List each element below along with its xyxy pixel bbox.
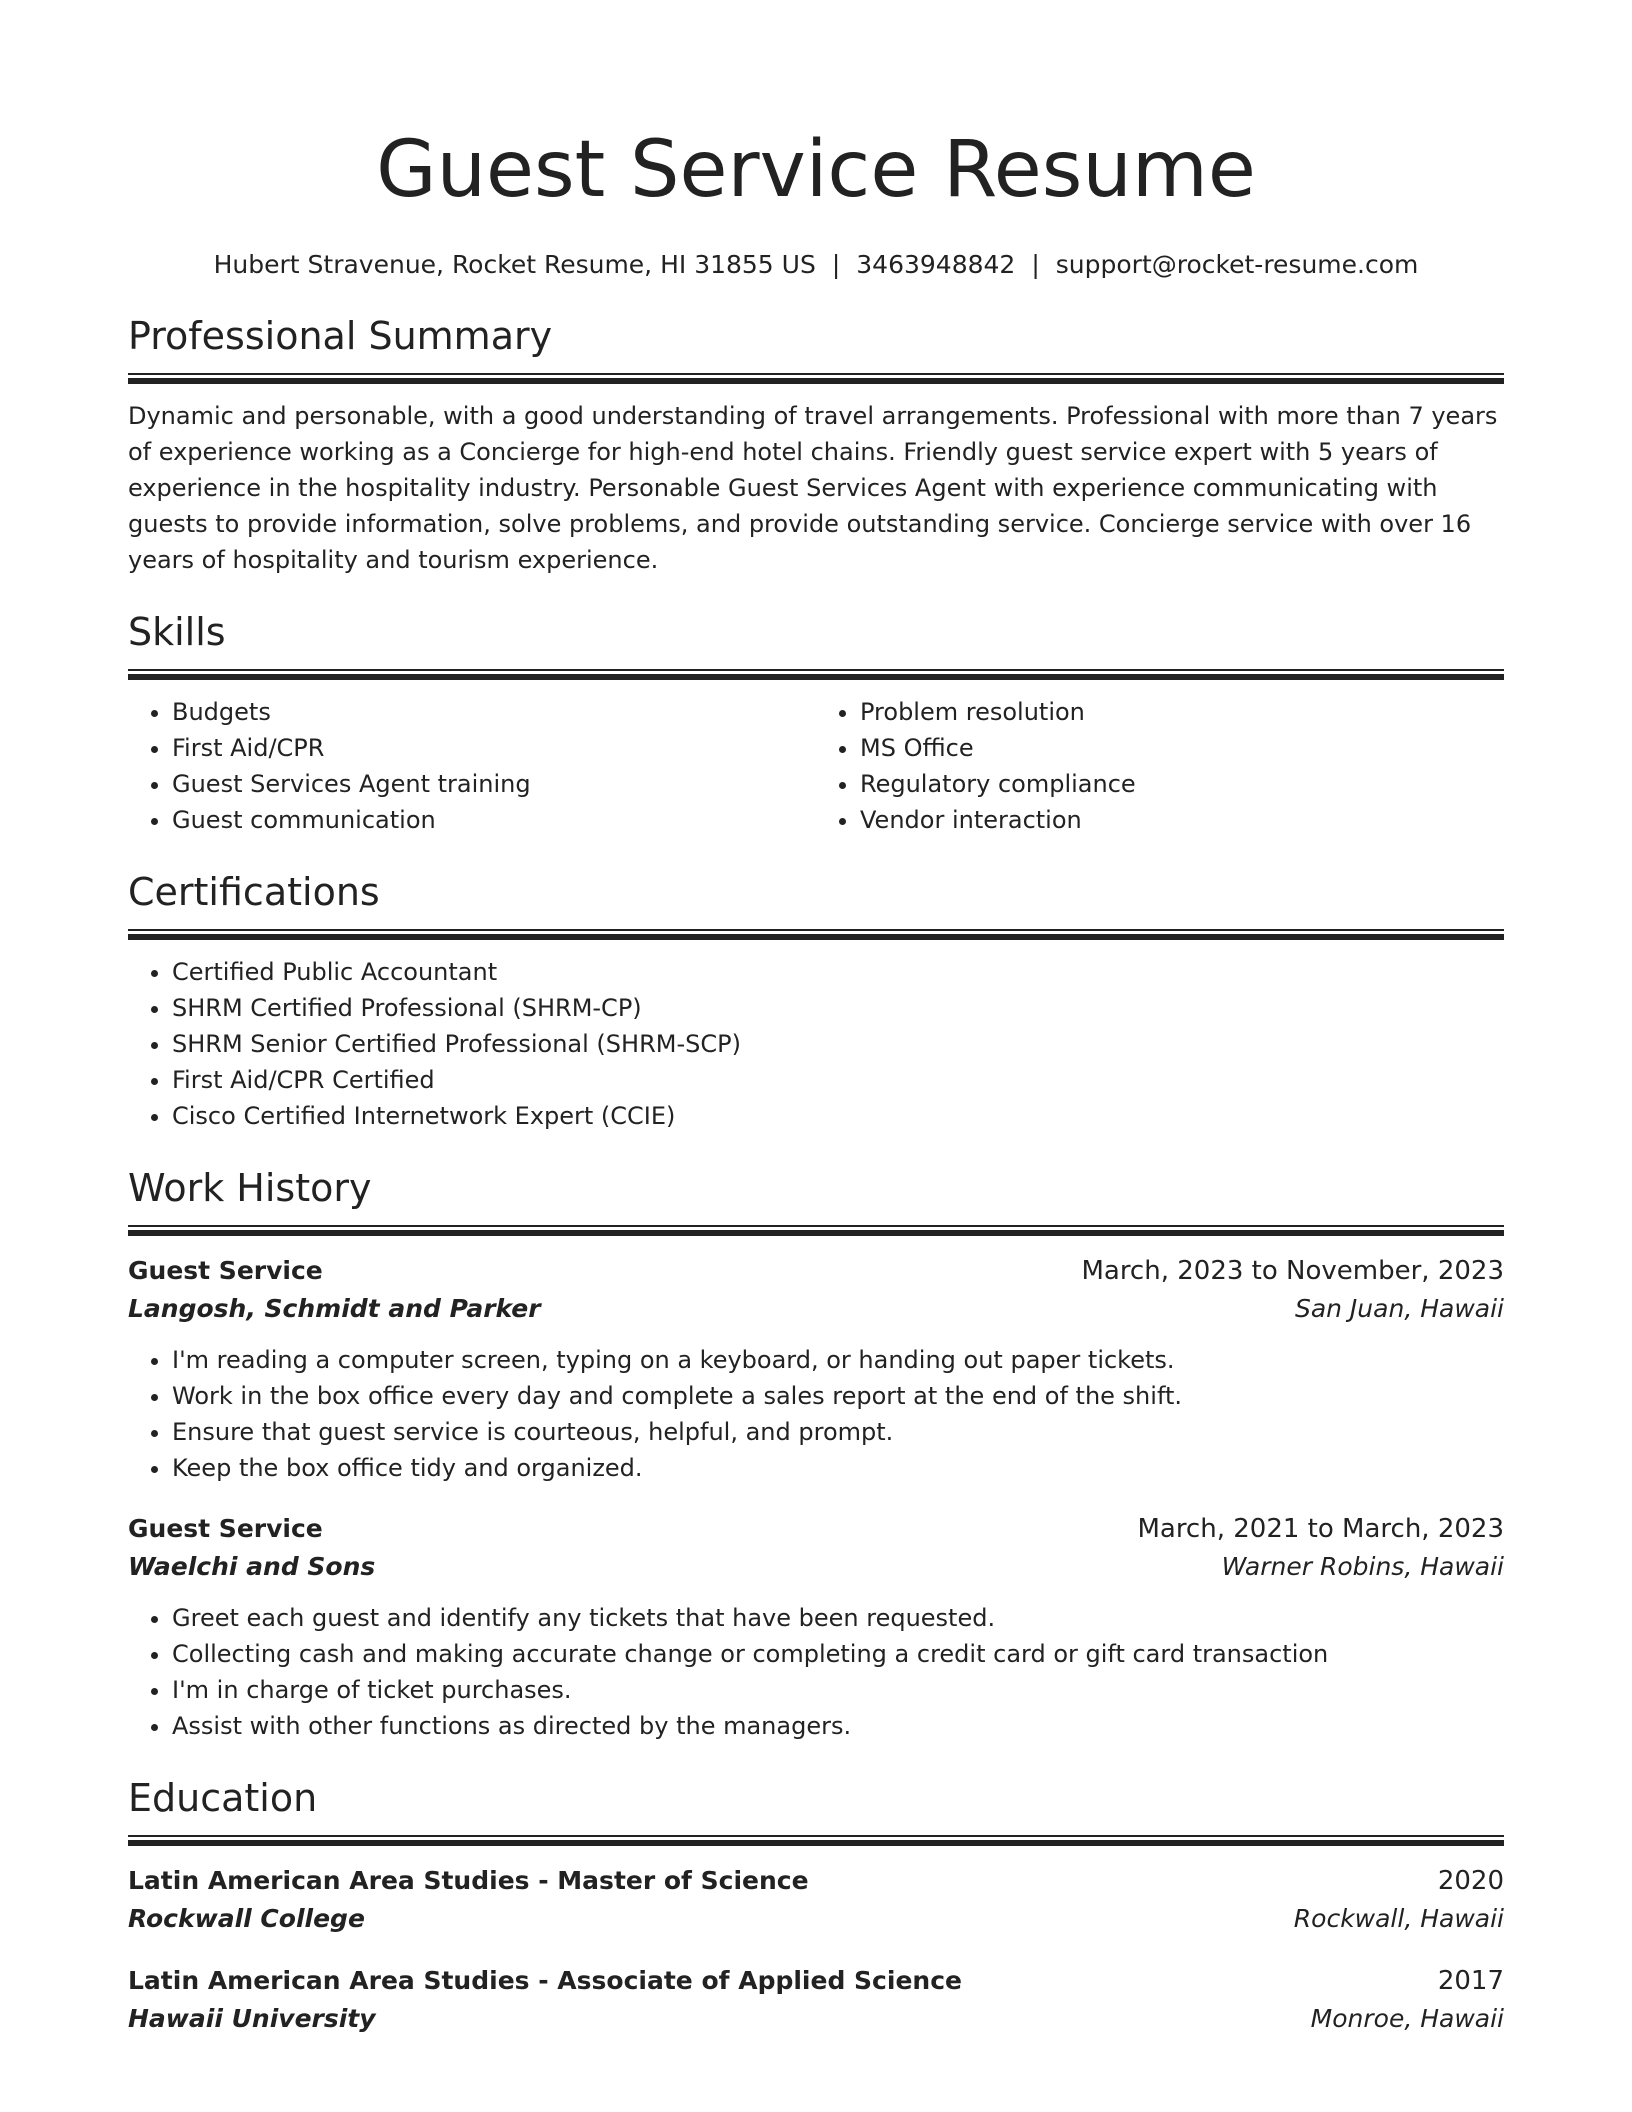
education-year: 2020 [1437, 1866, 1504, 1896]
education-entry [128, 1962, 1504, 2038]
education-school: Rockwall College [128, 1904, 365, 1933]
section-heading-summary: Professional Summary [128, 314, 553, 358]
education-location: Monroe, Hawaii [1310, 2004, 1504, 2033]
section-divider [128, 1225, 1504, 1236]
work-history-section [128, 1164, 1504, 1744]
job-duty-item: • Assist with other functions as directed by the managers. [172, 1708, 1504, 1744]
contact-separator: | [1031, 250, 1040, 279]
section-heading-skills: Skills [128, 610, 226, 654]
skills-list-right [816, 694, 1504, 838]
section-divider [128, 1835, 1504, 1846]
job-duty-item: • I'm reading a computer screen, typing on a keyboard, or handing out paper tickets. [172, 1342, 1504, 1378]
section-heading-certifications: Certifications [128, 870, 380, 914]
job-dates: March, 2021 to March, 2023 [1137, 1514, 1504, 1544]
certification-item: • SHRM Certified Professional (SHRM-CP) [172, 990, 1504, 1026]
job-company: Waelchi and Sons [128, 1552, 376, 1581]
job-entry [128, 1510, 1504, 1744]
skill-item: • Guest communication [172, 802, 816, 838]
certifications-section [128, 868, 1504, 1134]
job-duty-item: • Greet each guest and identify any tickets that have been requested. [172, 1600, 1504, 1636]
job-duty-item: • Keep the box office tidy and organized. [172, 1450, 1504, 1486]
skills-list-left [128, 694, 816, 838]
job-duty-item: • I'm in charge of ticket purchases. [172, 1672, 1504, 1708]
summary-section [128, 312, 1504, 578]
education-entry [128, 1862, 1504, 1938]
section-heading-education: Education [128, 1776, 318, 1820]
contact-email: support@rocket-resume.com [1055, 250, 1419, 279]
certification-item: • Cisco Certified Internetwork Expert (CCIE) [172, 1098, 1504, 1134]
skill-item: • Budgets [172, 694, 816, 730]
job-title: Guest Service [128, 1256, 323, 1285]
job-duty-item: • Work in the box office every day and complete a sales report at the end of the shift. [172, 1378, 1504, 1414]
job-title: Guest Service [128, 1514, 323, 1543]
job-duty-item: • Ensure that guest service is courteous, helpful, and prompt. [172, 1414, 1504, 1450]
education-year: 2017 [1437, 1966, 1504, 1996]
certification-item: • First Aid/CPR Certified [172, 1062, 1504, 1098]
contact-address: Hubert Stravenue, Rocket Resume, HI 31855 US [213, 250, 816, 279]
skill-item: • Guest Services Agent training [172, 766, 816, 802]
job-dates: March, 2023 to November, 2023 [1081, 1256, 1504, 1286]
contact-separator: | [831, 250, 841, 279]
job-entry [128, 1252, 1504, 1486]
section-divider [128, 929, 1504, 940]
certification-item: • Certified Public Accountant [172, 954, 1504, 990]
certifications-list [128, 954, 1504, 1134]
job-duties [128, 1342, 1504, 1486]
skills-columns [128, 680, 1504, 838]
skill-item: • Problem resolution [860, 694, 1504, 730]
resume-title: Guest Service Resume [376, 125, 1256, 215]
education-location: Rockwall, Hawaii [1293, 1904, 1504, 1933]
section-divider [128, 669, 1504, 680]
contact-line [128, 248, 1504, 282]
education-degree: Latin American Area Studies - Associate of Applied Science [128, 1966, 962, 1995]
section-divider [128, 373, 1504, 384]
contact-phone: 3463948842 [856, 250, 1016, 279]
job-company: Langosh, Schmidt and Parker [128, 1294, 541, 1323]
job-duty-item: • Collecting cash and making accurate change or completing a credit card or gift card transaction [172, 1636, 1504, 1672]
summary-text: Dynamic and personable, with a good understanding of travel arrangements. Professional with more than 7 years of experience working as a Concierge for high-end hotel chains. Friendly guest service expert with 5 years of experience in the hospitality industry. Personable Guest Services Agent with experience communicating with guests to provide information, solve problems, and provide outstanding service. Concierge service with over 16 years of hospitality and tourism experience. [128, 402, 1498, 574]
skill-item: • MS Office [860, 730, 1504, 766]
skill-item: • Vendor interaction [860, 802, 1504, 838]
education-degree: Latin American Area Studies - Master of Science [128, 1866, 809, 1895]
certification-item: • SHRM Senior Certified Professional (SHRM-SCP) [172, 1026, 1504, 1062]
job-location: San Juan, Hawaii [1294, 1294, 1504, 1323]
section-heading-work-history: Work History [128, 1166, 372, 1210]
job-duties [128, 1600, 1504, 1744]
skill-item: • Regulatory compliance [860, 766, 1504, 802]
skill-item: • First Aid/CPR [172, 730, 816, 766]
education-school: Hawaii University [128, 2004, 376, 2033]
job-location: Warner Robins, Hawaii [1221, 1552, 1504, 1581]
skills-section [128, 608, 1504, 838]
education-section [128, 1774, 1504, 2038]
